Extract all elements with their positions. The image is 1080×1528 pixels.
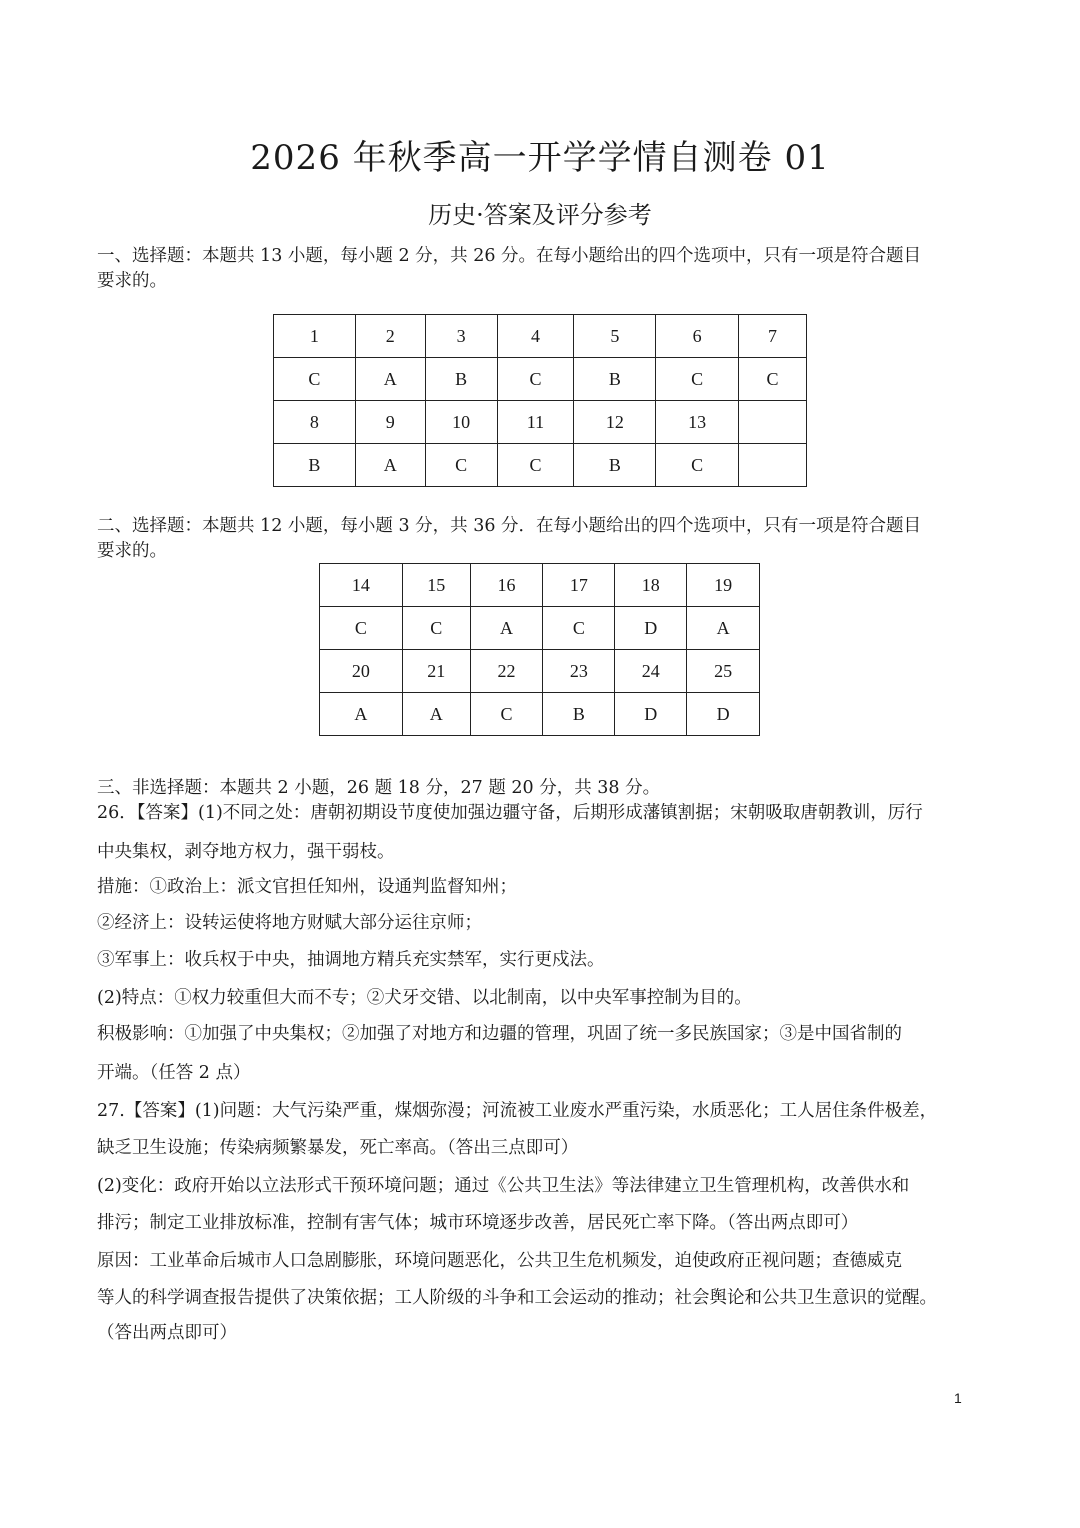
table2-question-number-cell: 16 — [470, 564, 543, 607]
table1-question-number-cell: 6 — [656, 315, 739, 358]
answer-line: (2)特点：①权力较重但大而不专；②犬牙交错、以北制南，以中央军事控制为目的。 — [97, 988, 752, 1008]
table2-answer-cell: C — [320, 607, 403, 650]
table1-question-number-cell: 13 — [656, 401, 739, 444]
table1-answer-cell: C — [656, 358, 739, 401]
table1-question-number-cell: 11 — [497, 401, 574, 444]
table2-question-number-cell: 15 — [402, 564, 470, 607]
section2-answer-table — [319, 563, 760, 736]
table2-answer-cell: C — [543, 607, 615, 650]
answer-line: 开端。（任答 2 点） — [97, 1063, 251, 1083]
answer-line: 积极影响：①加强了中央集权；②加强了对地方和边疆的管理，巩固了统一多民族国家；③是中国省制的 — [97, 1024, 902, 1044]
table2-question-number-cell: 21 — [402, 650, 470, 693]
section2-instructions — [97, 514, 997, 564]
section2-line2: 要求的。 — [97, 541, 167, 561]
table2-question-number-cell: 23 — [543, 650, 615, 693]
table1-answer-cell: A — [355, 358, 425, 401]
table1-answer-cell: B — [274, 444, 356, 487]
table1-question-number-cell: 8 — [274, 401, 356, 444]
table2-answer-cell: A — [470, 607, 543, 650]
page-subtitle: 历史·答案及评分参考 — [428, 201, 652, 229]
table1-answer-cell: C — [274, 358, 356, 401]
table1-question-number-cell: 3 — [425, 315, 497, 358]
table2-question-number-cell: 20 — [320, 650, 403, 693]
table2-answer-cell: B — [543, 693, 615, 736]
section1-instructions — [97, 244, 997, 294]
table1-row — [274, 358, 807, 401]
section3-heading: 三、非选择题：本题共 2 小题，26 题 18 分，27 题 20 分，共 38 分。 — [97, 778, 661, 798]
table2-question-number-cell: 25 — [687, 650, 760, 693]
table1-question-number-cell: 9 — [355, 401, 425, 444]
table2-answer-cell: A — [687, 607, 760, 650]
answer-line: 等人的科学调查报告提供了决策依据；工人阶级的斗争和工会运动的推动；社会舆论和公共卫生意识的觉醒。 — [97, 1288, 937, 1308]
table1-question-number-cell: 7 — [739, 315, 807, 358]
table1-answer-cell: B — [574, 444, 656, 487]
table1-row — [274, 401, 807, 444]
table2-question-number-cell: 24 — [615, 650, 687, 693]
answer-line: ②经济上：设转运使将地方财赋大部分运往京师； — [97, 913, 482, 933]
section1-line2: 要求的。 — [97, 271, 167, 291]
table1-answer-cell — [739, 444, 807, 487]
table2-answer-cell: A — [402, 693, 470, 736]
table1-answer-cell: A — [355, 444, 425, 487]
table1-question-number-cell: 5 — [574, 315, 656, 358]
table2-answer-cell: C — [402, 607, 470, 650]
table1-question-number-cell — [739, 401, 807, 444]
table1-answer-cell: C — [656, 444, 739, 487]
page-number: 1 — [954, 1390, 962, 1406]
table1-answer-cell: C — [497, 358, 574, 401]
answer-line: 原因：工业革命后城市人口急剧膨胀，环境问题恶化，公共卫生危机频发，迫使政府正视问题；查德威克 — [97, 1251, 902, 1271]
answer-line: 中央集权，剥夺地方权力，强干弱枝。 — [97, 842, 395, 862]
answer-line: 排污；制定工业排放标准，控制有害气体；城市环境逐步改善，居民死亡率下降。（答出两点即可） — [97, 1213, 859, 1233]
table2-answer-cell: A — [320, 693, 403, 736]
table1-answer-cell: C — [739, 358, 807, 401]
answer-line: (2)变化：政府开始以立法形式干预环境问题；通过《公共卫生法》等法律建立卫生管理机构，改善供水和 — [97, 1176, 910, 1196]
table1-question-number-cell: 12 — [574, 401, 656, 444]
page-title: 2026 年秋季高一开学学情自测卷 01 — [250, 138, 830, 178]
table1-answer-cell: B — [574, 358, 656, 401]
table1-answer-cell: C — [497, 444, 574, 487]
section1-answer-table — [273, 314, 807, 487]
table2-question-number-cell: 22 — [470, 650, 543, 693]
table2-row — [320, 693, 760, 736]
answer-line: ③军事上：收兵权于中央，抽调地方精兵充实禁军，实行更戍法。 — [97, 950, 605, 970]
table2-answer-cell: D — [615, 693, 687, 736]
table2-row — [320, 607, 760, 650]
table1-question-number-cell: 10 — [425, 401, 497, 444]
table1-row — [274, 444, 807, 487]
table2-row — [320, 564, 760, 607]
section2-line1: 二、选择题：本题共 12 小题，每小题 3 分，共 36 分．在每小题给出的四个选项中，只有一项是符合题目 — [97, 516, 922, 536]
table1-answer-cell: B — [425, 358, 497, 401]
table1-question-number-cell: 1 — [274, 315, 356, 358]
table1-question-number-cell: 4 — [497, 315, 574, 358]
answer-line: （答出两点即可） — [97, 1323, 237, 1343]
table2-question-number-cell: 19 — [687, 564, 760, 607]
answer-line: 措施：①政治上：派文官担任知州，设通判监督知州； — [97, 877, 517, 897]
table2-question-number-cell: 17 — [543, 564, 615, 607]
table1-row — [274, 315, 807, 358]
section1-line1: 一、选择题：本题共 13 小题，每小题 2 分，共 26 分。在每小题给出的四个选项中，只有一项是符合题目 — [97, 246, 922, 266]
table2-question-number-cell: 14 — [320, 564, 403, 607]
table2-question-number-cell: 18 — [615, 564, 687, 607]
table2-answer-cell: D — [615, 607, 687, 650]
answer-line: 缺乏卫生设施；传染病频繁暴发，死亡率高。（答出三点即可） — [97, 1138, 579, 1158]
table1-question-number-cell: 2 — [355, 315, 425, 358]
table1-answer-cell: C — [425, 444, 497, 487]
answer-line: 26．【答案】(1)不同之处：唐朝初期设节度使加强边疆守备，后期形成藩镇割据；宋朝吸取唐朝教训，厉行 — [97, 803, 923, 823]
table2-row — [320, 650, 760, 693]
table2-answer-cell: C — [470, 693, 543, 736]
table2-answer-cell: D — [687, 693, 760, 736]
answer-line: 27.【答案】(1)问题：大气污染严重，煤烟弥漫；河流被工业废水严重污染，水质恶化；工人居住条件极差， — [97, 1101, 938, 1121]
